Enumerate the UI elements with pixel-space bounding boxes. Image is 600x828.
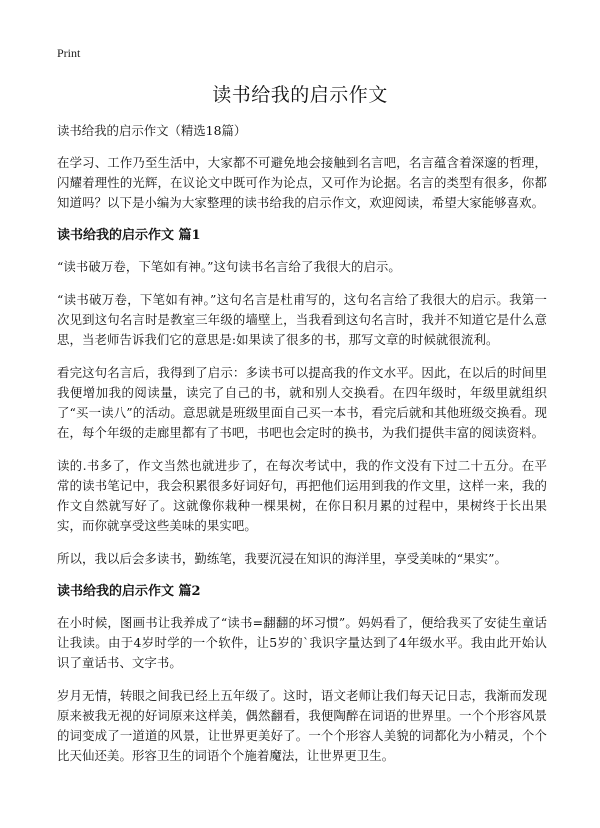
article-subtitle: 读书给我的启示作文（精选18篇） xyxy=(57,123,247,138)
paragraph: 读的.书多了，作文当然也就进步了，在每次考试中，我的作文没有下过二十五分。在平常的读书笔记中，我会积累很多好词好句，再把他们运用到我的作文里，这样一来，我的作文自然就写好了。这就像你栽种一棵果树，在你日积月累的过程中，果树终于长出果实，而你就享受这些美味的果实吧。 xyxy=(57,458,547,533)
paragraph: “读书破万卷，下笔如有神。”这句读书名言给了我很大的启示。 xyxy=(57,259,401,274)
section-heading-2: 读书给我的启示作文 篇2 xyxy=(57,584,201,599)
intro-paragraph: 在学习、工作乃至生活中，大家都不可避免地会接触到名言吧，名言蕴含着深邃的哲理，闪耀着理性的光辉，在议论文中既可作为论点，又可作为论据。名言的类型有很多，你都知道吗？以下是小编为大家整理的读书给我的启示作文，欢迎阅读，希望大家能够喜欢。 xyxy=(57,155,547,210)
article-body xyxy=(57,121,547,779)
paragraph: 在小时候，图画书让我养成了“读书=翻翻的坏习惯”。妈妈看了，便给我买了安徒生童话让我读。由于4岁时学的一个软件，让5岁的`我识字量达到了4年级水平。我由此开始认识了童话书、文字书。 xyxy=(57,615,547,670)
paragraph: 所以，我以后会多读书，勤练笔，我要沉浸在知识的海洋里，享受美味的“果实”。 xyxy=(57,551,508,566)
paragraph: 岁月无情，转眼之间我已经上五年级了。这时，语文老师让我们每天记日志，我渐而发现原来被我无视的好词原来这样美，偶然翻看，我便陶醉在词语的世界里。一个个形容风景的词变成了一道道的风景，让世界更美好了。一个个形容人美貌的词都化为小精灵，个个比天仙还美。形容卫生的词语个个施着魔法，让世界更卫生。 xyxy=(57,688,547,763)
section-heading-1: 读书给我的启示作文 篇1 xyxy=(57,228,201,243)
page-title: 读书给我的启示作文 xyxy=(212,84,388,106)
paragraph: 看完这句名言后，我得到了启示：多读书可以提高我的作文水平。因此，在以后的时间里我便增加我的阅读量，读完了自己的书，就和别人交换看。在四年级时，年级里就组织了“买一读八”的活动。意思就是班级里面自己买一本书，看完后就和其他班级交换看。现在，每个年级的走廊里都有了书吧，书吧也会定时的换书，为我们提供丰富的阅读资料。 xyxy=(57,365,547,440)
paragraph: “读书破万卷，下笔如有神。”这句名言是杜甫写的，这句名言给了我很大的启示。我第一次见到这句名言时是教室三年级的墙壁上，当我看到这句名言时，我并不知道它是什么意思，当老师告诉我们它的意思是:如果读了很多的书，那写文章的时候就很流利。 xyxy=(57,292,547,347)
print-link[interactable]: Print xyxy=(57,46,81,60)
